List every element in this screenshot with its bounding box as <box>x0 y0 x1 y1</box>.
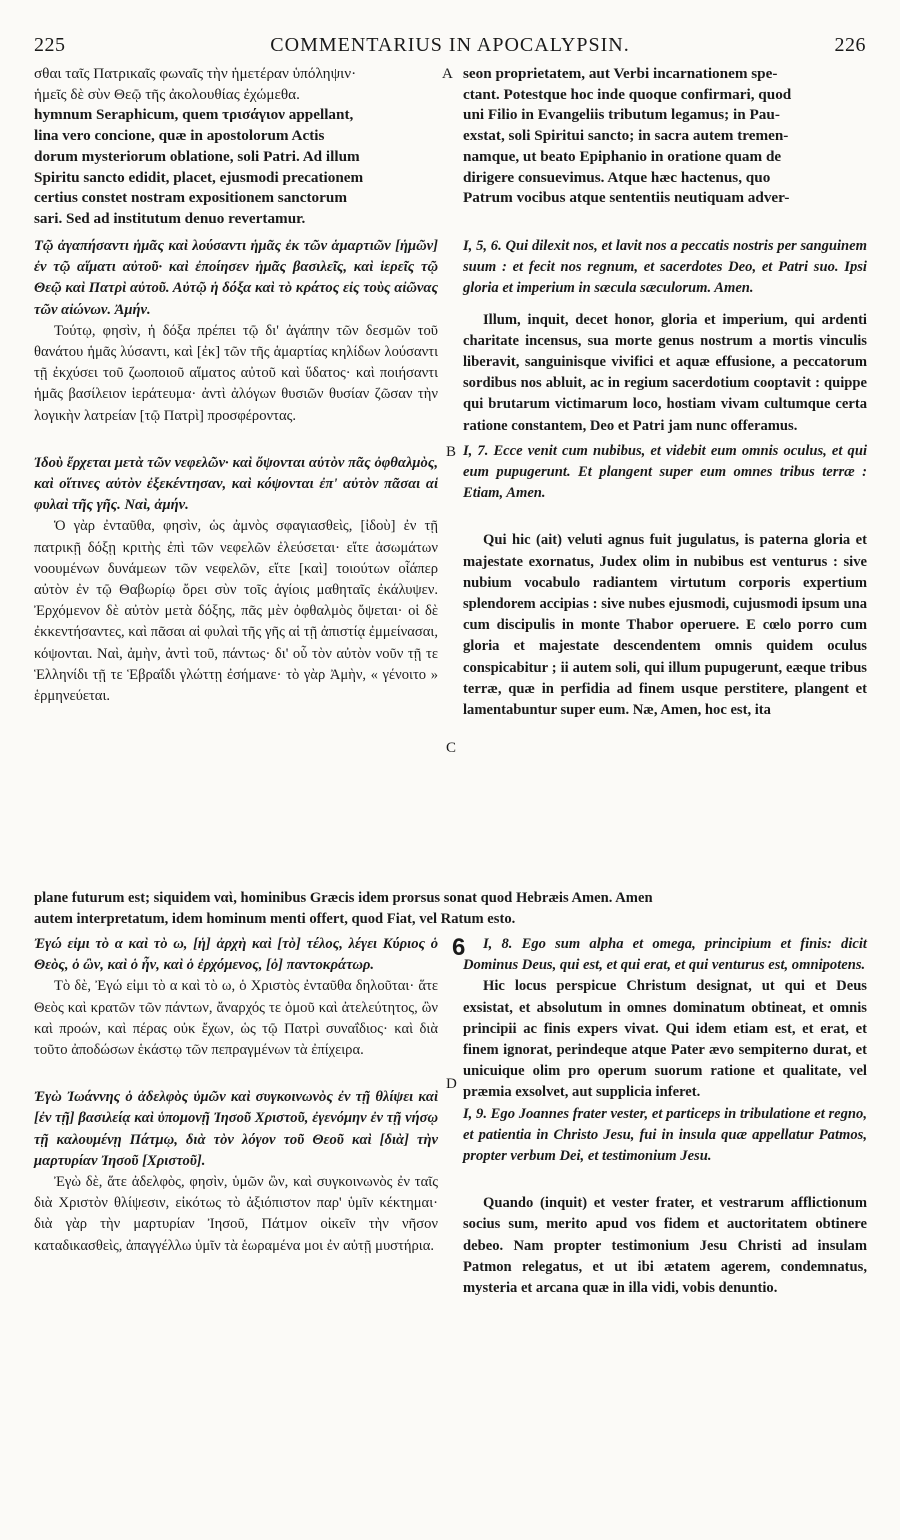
top-wrap-right <box>463 64 867 209</box>
commentary-7-latin: Qui hic (ait) veluti agnus fuit jugulatus, is paterna gloria et majestate exornatus, Judex olim in nubibus est venturus : sive nubium vocabulo radiantem virtutum corporis expertium splendorem accipias : sive nubes ejusmodi, cujusmodi ipsum una cum discipulis in monte Thabor operuere. E cœlo porro cum gloria et majestate descendentem omnis quidem oculus conspicabitur ; ii autem soli, qui illum pupugerunt, eæque tribus terræ, quæ in perfidia ad finem usque perstitere, plangent et lamentabuntur super eum. Næ, Amen, hoc est, ita <box>463 532 867 719</box>
verse-8-latin: I, 8. Ego sum alpha et omega, principium et finis: dicit Dominus Deus, qui est, et qui erat, et qui venturus est, omnipotens. <box>463 936 867 974</box>
text-line: certius constet nostram expositionem sanctorum <box>34 189 347 207</box>
commentary-5-latin: Illum, inquit, decet honor, gloria et imperium, qui ardenti charitate incensus, sua morte genus nostrum a mortis vinculis liberavit, sanguinisque vivifici et aquæ effusione, a peccatorum sordibus nos abluit, ac in regium sacerdotium cooptavit : quippe qui brutarum victimarum loco, hostiam vivam cultumque certa ratione constantem, Deo et Patri jam nunc offeramus. <box>463 311 867 434</box>
text-line: uni Filio in Evangeliis tributum legamus; in Pau- <box>463 106 780 124</box>
folio-number: 6 <box>452 934 466 961</box>
right-column-lower <box>463 934 867 1299</box>
verse-9-greek: Ἐγὼ Ἰωάννης ὁ ἀδελφὸς ὑμῶν καὶ συγκοινωνὸς ἐν τῇ θλίψει καὶ [ἐν τῇ] βασιλείᾳ καὶ ὑπομονῇ Ἰησοῦ Χριστοῦ, ἐγενόμην ἐν τῇ νήσῳ τῇ καλουμένῃ Πάτμῳ, διὰ τὸν λόγον τοῦ Θεοῦ καὶ [διὰ] τὴν μαρτυρίαν Ἰησοῦ [Χριστοῦ]. <box>34 1089 438 1169</box>
text-line: Patrum vocibus atque sententiis neutiquam adver- <box>463 189 790 207</box>
text-line: namque, ut beato Epiphanio in oratione quam de <box>463 147 782 165</box>
text-line: σθαι ταῖς Πατρικαῖς φωναῖς τὴν ἡμετέραν ὑπόληψιν· <box>34 65 357 82</box>
text-line: plane futurum est; siquidem ναὶ, hominibus Græcis idem prorsus sonat quod Hebræis Amen. Amen <box>34 890 653 906</box>
text-line: ἡμεῖς δὲ σὺν Θεῷ τῆς ἀκολουθίας ἐχώμεθα. <box>34 85 300 103</box>
right-column-upper <box>463 236 867 721</box>
text-line: Spiritu sancto edidit, placet, ejusmodi precationem <box>34 168 364 186</box>
text-line: exstat, soli Spiritui sancto; in sacra autem tremen- <box>463 127 789 145</box>
margin-marker-b: B <box>446 444 457 460</box>
verse-7-greek: Ἰδοὺ ἔρχεται μετὰ τῶν νεφελῶν· καὶ ὄψονται αὐτὸν πᾶς ὀφθαλμὸς, καὶ οἵτινες αὐτὸν ἐξεκέντησαν, καὶ κόψονται ἐπ' αὐτὸν πᾶσαι αἱ φυλαὶ τῆς γῆς. Ναὶ, ἀμήν. <box>34 454 438 514</box>
commentary-8-latin: Hic locus perspicue Christum designat, ut qui et Deus exsistat, et absolutum in omnes dominatum obtineat, et omnis principii ac finis expers vivat. Qui idem etiam est, et erat, et finem ignorat, perindeque atque Pater ævo sempiterno durat, et unicuique olim pro operum suorum ratione et qualitate, vel præmia exsolvet, aut supplicia inferet. <box>463 978 867 1101</box>
margin-marker-c: C <box>446 740 457 756</box>
text-line: ctant. Potestque hoc inde quoque confirmari, quod <box>463 85 792 103</box>
commentary-7-greek: Ὁ γὰρ ἐνταῦθα, φησὶν, ὡς ἀμνὸς σφαγιασθεὶς, [ἰδοὺ] ἐν τῇ πατρικῇ δόξῃ κριτὴς ἐπὶ τῶν νεφελῶν ἐλεύσεται· εἴτε ἀσωμάτων νοουμένων δυνάμεων τῶν νεφελῶν, εἴτε [καὶ] τοιούτων οἷάπερ αὐτὸν ἐν τῷ Θαβωρίῳ ὄρει σὺν τοῖς ἁγίοις μαθηταῖς ἐκάλυψεν. Ἐρχόμενον δὲ αὐτὸν μετὰ δόξης, πᾶς μὲν ὀφθαλμὸς ὄψεται· οἱ δὲ ἐκκεντήσαντες, καὶ πᾶσαι αἱ φυλαὶ τῆς γῆς αἱ τῇ ἀπιστίᾳ ἐμμείνασαι, κόψονται. Ναὶ, ἀμὴν, ἀντὶ τοῦ, πάντως· δι' οὗ τὸν αὐτὸν νοῦν τῇ τε Ἑλληνίδι τῇ τε Ἑβραΐδι γλώττῃ ἐσήμανε· τὸ γὰρ Ἀμὴν, « γένοιτο » ἑρμηνεύεται. <box>34 518 438 705</box>
running-head <box>34 34 866 58</box>
verse-9-latin: I, 9. Ego Joannes frater vester, et particeps in tribulatione et regno, et patientia in Christo Jesu, fui in insula quæ appellatur Patmos, propter verbum Dei, et testimonium Jesu. <box>463 1105 867 1165</box>
mid-wrap <box>34 888 867 929</box>
verse-5-latin: I, 5, 6. Qui dilexit nos, et lavit nos a peccatis nostris per sanguinem suum : et fecit nos regnum, et sacerdotes Deo, et Patri suo. Ipsi gloria et imperium in sæcula sæculorum. Amen. <box>463 238 867 297</box>
text-line: autem interpretatum, idem hominum menti offert, quod Fiat, vel Ratum esto. <box>34 910 516 927</box>
text-line: hymnum Seraphicum, quem τρισάγιον appellant, <box>34 106 354 124</box>
commentary-9-latin: Quando (inquit) et vester frater, et vestrarum afflictionum socius sum, merito apud vos fidem et auctoritatem obtinere debeo. Nam propter testimonium Jesu Christi ad insulam Patmon relegatus, et ut ibi ætatem agerem, condemnatus, mysteria et arcana quæ in illa vidi, vobis denuntio. <box>463 1195 867 1297</box>
text-line: lina vero concione, quæ in apostolorum Actis <box>34 127 325 145</box>
left-column-upper <box>34 236 438 707</box>
text-line: dorum mysteriorum oblatione, soli Patri. Ad illum <box>34 147 360 165</box>
margin-marker-d: D <box>446 1076 457 1092</box>
verse-8-greek: Ἐγώ εἰμι τὸ α καὶ τὸ ω, [ἡ] ἀρχὴ καὶ [τὸ] τέλος, λέγει Κύριος ὁ Θεὸς, ὁ ὢν, καὶ ὁ ἦν, καὶ ὁ ἐρχόμενος, [ὁ] παντοκράτωρ. <box>34 936 438 974</box>
commentary-5-greek: Τούτῳ, φησὶν, ἡ δόξα πρέπει τῷ δι' ἀγάπην τῶν δεσμῶν τοῦ θανάτου ἡμᾶς λύσαντι, καὶ [ἐκ] τῶν τῆς ἁμαρτίας κηλίδων λούσαντι τῇ ἐκχύσει τοῦ ζωοποιοῦ αἵματος αὐτοῦ καὶ ὕδατος· καὶ ποιήσαντι ἡμᾶς βασίλειον ἱεράτευμα· ἀντὶ ἀλόγων θυσιῶν θυσίαν ζῶσαν τὴν λογικὴν λατρείαν [τῷ Πατρὶ] προσφέροντας. <box>34 322 438 424</box>
margin-marker-a: A <box>442 66 453 82</box>
commentary-9-greek: Ἐγὼ δὲ, ἅτε ἀδελφὸς, φησὶν, ὑμῶν ὢν, καὶ συγκοινωνὸς ἐν ταῖς διὰ Χριστὸν θλίψεσιν, εἰκότως τὸ ἀξιόπιστον παρ' ὑμῖν κέκτημαι· διὰ γὰρ τὴν μαρτυρίαν Ἰησοῦ, Πάτμον οἰκεῖν τὴν νῆσον καταδικασθεὶς, ἀπαγγέλλω ὑμῖν τὰ ἑωραμένα μοι ἐν αὐτῇ μυστήρια. <box>34 1174 438 1254</box>
running-title: COMMENTARIUS IN APOCALYPSIN. <box>270 34 630 56</box>
text-line: sari. Sed ad institutum denuo revertamur. <box>34 209 306 227</box>
text-line: seon proprietatem, aut Verbi incarnationem spe- <box>463 65 778 82</box>
commentary-8-greek: Τὸ δὲ, Ἐγώ εἰμι τὸ α καὶ τὸ ω, ὁ Χριστὸς ἐνταῦθα δηλοῦται· ἅτε Θεὸς καὶ κρατῶν τῶν πάντων, ἄναρχός τε ὁμοῦ καὶ ἀτελεύτητος, ὢν καὶ προών, καὶ πέρας οὐκ ἔχων, ὡς τῷ Πατρὶ συναΐδιος· καὶ διὰ τοῦτο ἀποδώσων ἑκάστῳ τῶν πεπραγμένων τὰ ἐπίχειρα. <box>34 978 438 1059</box>
right-page-number: 226 <box>834 34 866 56</box>
left-column-lower <box>34 934 438 1257</box>
text-line: dirigere consuevimus. Atque hæc hactenus, quo <box>463 168 771 186</box>
left-page-number: 225 <box>34 34 66 56</box>
verse-5-greek: Τῷ ἀγαπήσαντι ἡμᾶς καὶ λούσαντι ἡμᾶς ἐκ τῶν ἁμαρτιῶν [ἡμῶν] ἐν τῷ αἵματι αὐτοῦ· καὶ ἐποίησεν ἡμᾶς βασιλεῖς, καὶ ἱερεῖς τῷ Θεῷ καὶ Πατρὶ αὐτοῦ. Αὐτῷ ἡ δόξα καὶ τὸ κράτος εἰς τοὺς αἰῶνας τῶν αἰώνων. Ἀμήν. <box>34 238 438 318</box>
verse-7-latin: I, 7. Ecce venit cum nubibus, et videbit eum omnis oculus, et qui eum pupugerunt. Et plangent super eum omnes tribus terræ : Etiam, Amen. <box>463 442 867 502</box>
top-wrap-left <box>34 64 438 230</box>
